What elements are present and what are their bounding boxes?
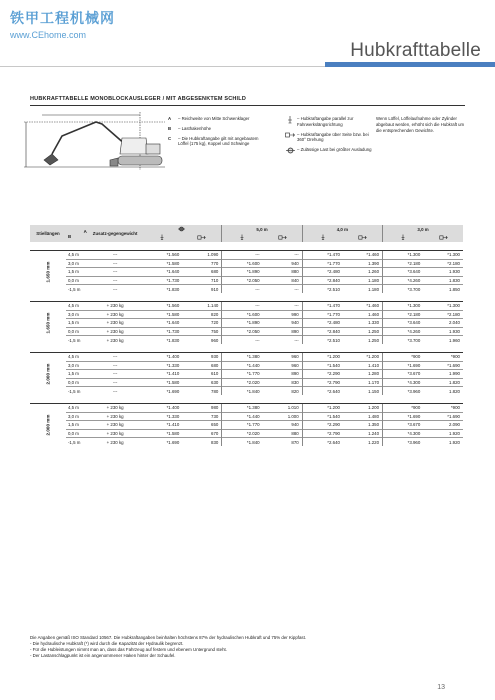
- header-b: B: [67, 233, 72, 239]
- capacity-cell: 610: [182, 370, 222, 379]
- legend-key-c: C: [168, 135, 172, 141]
- capacity-cell: 1.820: [423, 387, 463, 396]
- counterweight-cell: + 230 kg: [89, 421, 142, 430]
- height-cell: 0,0 m: [66, 327, 89, 336]
- counterweight-cell: + 230 kg: [89, 310, 142, 319]
- capacity-cell: *2.180: [383, 259, 424, 268]
- counterweight-cell: ---: [89, 387, 142, 396]
- capacity-cell: ---: [222, 336, 263, 345]
- legend-text-b: – Lasthakenhöhe: [178, 125, 211, 131]
- capacity-cell: *3.670: [383, 421, 424, 430]
- capacity-cell: *1.380: [222, 353, 263, 362]
- capacity-cell: *2.790: [302, 429, 343, 438]
- capacity-cell: *2.510: [302, 285, 343, 294]
- legend-text-a: – Reichweite von Mitte Schwenklager: [178, 116, 250, 121]
- capacity-cell: *1.330: [142, 412, 183, 421]
- legend-item-parallel: [283, 116, 373, 128]
- capacity-cell: *900: [383, 404, 424, 413]
- capacity-cell: 1.240: [343, 429, 383, 438]
- capacity-cell: *1.770: [302, 310, 343, 319]
- lift-capacity-table: [30, 225, 463, 446]
- counterweight-cell: ---: [89, 276, 142, 285]
- capacity-cell: 1.260: [343, 268, 383, 277]
- capacity-cell: 890: [263, 327, 303, 336]
- hook-side-icon: [283, 132, 297, 144]
- table-row: [30, 387, 463, 396]
- table-row: [30, 421, 463, 430]
- height-cell: 4,5 m: [66, 251, 89, 260]
- height-cell: -1,5 m: [66, 336, 89, 345]
- table-row: [30, 302, 463, 311]
- capacity-cell: 1.990: [423, 370, 463, 379]
- capacity-cell: 720: [182, 319, 222, 328]
- capacity-cell: 1.170: [343, 378, 383, 387]
- capacity-cell: ---: [222, 285, 263, 294]
- counterweight-cell: + 230 kg: [89, 412, 142, 421]
- capacity-cell: *2.640: [302, 387, 343, 396]
- capacity-cell: *4.260: [383, 276, 424, 285]
- capacity-cell: *1.890: [222, 268, 263, 277]
- capacity-cell: 1.920: [423, 429, 463, 438]
- hook-parallel-icon: [400, 234, 406, 241]
- hook-parallel-icon: [239, 234, 245, 241]
- table-row: [30, 353, 463, 362]
- footnote-line: Die Angaben gemäß ISO Standard 10567. Die Hubkraftangaben beinhalten höchstens 87% der hydraulischen Hubkraft und 75% der Kippfast.: [30, 635, 307, 640]
- capacity-cell: ---: [263, 285, 303, 294]
- counterweight-cell: ---: [89, 251, 142, 260]
- header-a-b: [66, 225, 89, 242]
- table-row: [30, 268, 463, 277]
- capacity-cell: 1.960: [423, 336, 463, 345]
- capacity-cell: *1.690: [423, 412, 463, 421]
- capacity-cell: ---: [263, 251, 303, 260]
- capacity-cell: 830: [263, 378, 303, 387]
- table-row: [30, 259, 463, 268]
- capacity-cell: *1.540: [302, 361, 343, 370]
- capacity-cell: 1.250: [343, 336, 383, 345]
- capacity-cell: *1.470: [302, 251, 343, 260]
- capacity-cell: 930: [182, 353, 222, 362]
- stiellaenge-label: 2.000 mm: [30, 353, 66, 396]
- capacity-cell: 1.180: [343, 276, 383, 285]
- capacity-cell: *1.560: [142, 251, 183, 260]
- capacity-cell: *2.840: [302, 327, 343, 336]
- capacity-cell: 2.090: [423, 421, 463, 430]
- capacity-cell: ---: [263, 302, 303, 311]
- capacity-cell: *1.600: [222, 310, 263, 319]
- capacity-cell: *2.480: [302, 268, 343, 277]
- header-side-icon-cell: [343, 234, 383, 243]
- capacity-cell: 880: [263, 268, 303, 277]
- page-title: Hubkrafttabelle: [350, 40, 481, 61]
- stiellaenge-label: 1.650 mm: [30, 302, 66, 345]
- footnote-line: - Für die Hubleistungen nimmt man an, dass das Fahrzeug auf festem und ebenem Untergrund steht.: [30, 647, 227, 652]
- capacity-cell: 910: [182, 285, 222, 294]
- legend-item-side: [283, 132, 373, 144]
- capacity-cell: 870: [263, 438, 303, 447]
- capacity-cell: *1.890: [222, 319, 263, 328]
- counterweight-cell: + 230 kg: [89, 327, 142, 336]
- height-cell: 4,5 m: [66, 302, 89, 311]
- capacity-cell: *1.400: [142, 353, 183, 362]
- header-reach-4m: 4,0 m: [302, 225, 382, 234]
- capacity-cell: 680: [182, 361, 222, 370]
- height-cell: 3,0 m: [66, 259, 89, 268]
- capacity-cell: *1.690: [383, 361, 424, 370]
- table-row: [30, 438, 463, 447]
- legend-icons: [283, 116, 373, 160]
- capacity-cell: 960: [263, 361, 303, 370]
- height-cell: -1,5 m: [66, 285, 89, 294]
- capacity-cell: 730: [182, 412, 222, 421]
- capacity-cell: *1.410: [142, 421, 183, 430]
- capacity-cell: *3.700: [383, 285, 424, 294]
- capacity-cell: *1.440: [222, 361, 263, 370]
- group-spacer: [30, 242, 463, 251]
- capacity-cell: *1.580: [142, 259, 183, 268]
- table-row: [30, 361, 463, 370]
- max-reach-icon: [178, 226, 185, 232]
- hook-side-icon: [197, 235, 206, 240]
- counterweight-cell: + 230 kg: [89, 336, 142, 345]
- capacity-cell: 1.090: [182, 251, 222, 260]
- capacity-cell: 1.000: [263, 412, 303, 421]
- capacity-cell: *1.840: [222, 438, 263, 447]
- capacity-cell: 670: [182, 429, 222, 438]
- capacity-cell: *2.290: [302, 370, 343, 379]
- header-stiellaengen: Stiellängen: [30, 225, 66, 242]
- capacity-cell: 1.250: [343, 327, 383, 336]
- capacity-cell: *1.460: [343, 302, 383, 311]
- counterweight-cell: ---: [89, 361, 142, 370]
- capacity-cell: *1.440: [222, 412, 263, 421]
- header-parallel-icon-cell: [142, 234, 183, 243]
- capacity-cell: *2.790: [302, 378, 343, 387]
- capacity-cell: ---: [222, 302, 263, 311]
- height-cell: 1,5 m: [66, 319, 89, 328]
- capacity-cell: *4.260: [383, 327, 424, 336]
- header-side-icon-cell: [182, 234, 222, 243]
- capacity-cell: *1.470: [302, 302, 343, 311]
- hook-side-icon: [439, 235, 448, 240]
- capacity-cell: *3.640: [383, 268, 424, 277]
- capacity-cell: *1.770: [302, 259, 343, 268]
- capacity-cell: 960: [182, 336, 222, 345]
- legend-item-max-reach: [283, 147, 373, 156]
- stiellaenge-label: 2.000 mm: [30, 404, 66, 447]
- capacity-cell: *2.840: [302, 276, 343, 285]
- height-cell: 0,0 m: [66, 378, 89, 387]
- height-cell: 0,0 m: [66, 276, 89, 285]
- table-row: [30, 429, 463, 438]
- capacity-cell: *2.050: [222, 276, 263, 285]
- capacity-cell: *2.050: [222, 327, 263, 336]
- legend-text-parallel: – Hubkraftangabe parallel zur Fahrwerkslängsrichtung: [297, 116, 354, 127]
- table-row: [30, 251, 463, 260]
- counterweight-cell: + 230 kg: [89, 302, 142, 311]
- legend-text-side: – Hubkraftangabe über Seite bzw. bei 360° Drehung: [297, 131, 369, 143]
- footnote-line: - Die hydraulische Hubkraft (*) wird durch die Kapazität der Hydraulik begrenzt.: [30, 641, 184, 646]
- hook-side-icon: [278, 235, 287, 240]
- capacity-cell: *1.730: [142, 327, 183, 336]
- height-cell: -1,5 m: [66, 387, 89, 396]
- height-cell: 1,5 m: [66, 370, 89, 379]
- capacity-cell: 1.200: [343, 404, 383, 413]
- capacity-cell: *1.830: [142, 285, 183, 294]
- header-max-reach: [142, 225, 222, 234]
- capacity-cell: *1.300: [423, 251, 463, 260]
- capacity-cell: *1.640: [142, 268, 183, 277]
- footnote-line: - Der Lastanschlagpunkt ist ein angenommener Haken hinter der Schaufel.: [30, 653, 176, 658]
- capacity-cell: 1.220: [343, 438, 383, 447]
- capacity-cell: *2.180: [423, 259, 463, 268]
- legend-note: Wenn Löffel, Löffelaufnahme oder Zylinder abgebaut werden, erhöht sich die Hubkraft um die entsprechenden Gewichte.: [376, 116, 465, 133]
- capacity-cell: *1.200: [302, 404, 343, 413]
- footnotes: [30, 635, 470, 659]
- table-body: [30, 242, 463, 446]
- capacity-cell: 630: [182, 378, 222, 387]
- capacity-cell: 770: [182, 259, 222, 268]
- capacity-cell: 1.280: [343, 370, 383, 379]
- section-rule: [30, 105, 465, 106]
- counterweight: [146, 144, 160, 154]
- counterweight-cell: ---: [89, 285, 142, 294]
- table-row: [30, 378, 463, 387]
- counterweight-cell: + 230 kg: [89, 404, 142, 413]
- table-row: [30, 310, 463, 319]
- table-row: [30, 412, 463, 421]
- capacity-cell: 840: [263, 276, 303, 285]
- counterweight-cell: ---: [89, 370, 142, 379]
- height-cell: 0,0 m: [66, 429, 89, 438]
- dozer-blade: [110, 158, 118, 166]
- capacity-cell: *1.770: [222, 370, 263, 379]
- counterweight-cell: ---: [89, 378, 142, 387]
- table-row: [30, 319, 463, 328]
- capacity-cell: 650: [182, 421, 222, 430]
- table-header-row-1: [30, 225, 463, 234]
- legend-text-c: – Die Hubkraftangabe gilt mit angebautem Löffel (175 kg), Koppel und Schwinge: [178, 135, 259, 147]
- legend-key-a: A: [168, 116, 172, 121]
- capacity-cell: *1.580: [142, 310, 183, 319]
- group-spacer: [30, 344, 463, 353]
- capacity-cell: *1.600: [222, 259, 263, 268]
- header-zusatzgegengewicht: Zusatz-gegengewicht: [89, 225, 142, 242]
- height-cell: 3,0 m: [66, 361, 89, 370]
- legend-key-b: B: [168, 125, 172, 131]
- capacity-cell: 1.150: [343, 387, 383, 396]
- height-cell: 3,0 m: [66, 310, 89, 319]
- capacity-cell: 2.040: [423, 319, 463, 328]
- capacity-cell: *1.200: [343, 353, 383, 362]
- header-side-icon-cell: [263, 234, 303, 243]
- group-spacer: [30, 395, 463, 404]
- height-cell: 1,5 m: [66, 421, 89, 430]
- capacity-cell: *1.200: [302, 353, 343, 362]
- capacity-cell: 830: [182, 438, 222, 447]
- counterweight-cell: + 230 kg: [89, 429, 142, 438]
- capacity-cell: *1.830: [142, 336, 183, 345]
- capacity-cell: 1.010: [263, 404, 303, 413]
- capacity-cell: *1.690: [383, 412, 424, 421]
- capacity-cell: *2.180: [423, 310, 463, 319]
- capacity-cell: 890: [263, 370, 303, 379]
- capacity-cell: *1.560: [142, 302, 183, 311]
- table-row: [30, 276, 463, 285]
- hook-parallel-icon: [283, 116, 297, 128]
- counterweight-cell: + 230 kg: [89, 319, 142, 328]
- excavator-diagram: [22, 110, 167, 180]
- capacity-cell: 750: [182, 327, 222, 336]
- header-parallel-icon-cell: [302, 234, 343, 243]
- capacity-cell: 820: [182, 310, 222, 319]
- capacity-cell: *2.510: [302, 336, 343, 345]
- table-row: [30, 404, 463, 413]
- capacity-cell: *3.670: [383, 370, 424, 379]
- capacity-cell: *3.640: [383, 319, 424, 328]
- header-parallel-icon-cell: [222, 234, 263, 243]
- capacity-cell: 710: [182, 276, 222, 285]
- header-side-icon-cell: [423, 234, 463, 243]
- capacity-cell: *1.330: [142, 361, 183, 370]
- capacity-cell: 960: [263, 353, 303, 362]
- legend-item-b: [168, 126, 263, 132]
- group-spacer: [30, 293, 463, 302]
- table-row: [30, 285, 463, 294]
- watermark: [10, 8, 115, 40]
- capacity-cell: ---: [222, 251, 263, 260]
- capacity-cell: *900: [423, 353, 463, 362]
- hook-side-icon: [358, 235, 367, 240]
- capacity-cell: 940: [263, 259, 303, 268]
- max-reach-icon: [283, 147, 297, 156]
- capacity-cell: 1.350: [343, 421, 383, 430]
- capacity-cell: *1.460: [343, 251, 383, 260]
- watermark-site-url: www.CEhome.com: [10, 30, 87, 40]
- capacity-cell: *1.770: [222, 421, 263, 430]
- capacity-cell: 1.480: [343, 412, 383, 421]
- capacity-cell: *900: [423, 404, 463, 413]
- capacity-cell: *1.730: [142, 276, 183, 285]
- counterweight-cell: + 230 kg: [89, 438, 142, 447]
- cab: [120, 138, 148, 154]
- capacity-cell: *1.580: [142, 378, 183, 387]
- capacity-cell: *1.300: [383, 251, 424, 260]
- capacity-cell: 1.830: [423, 276, 463, 285]
- height-cell: -1,5 m: [66, 438, 89, 447]
- legend-text-max-reach: – Zulässige Last bei größter Ausladung: [297, 147, 372, 153]
- capacity-cell: *2.180: [383, 310, 424, 319]
- capacity-cell: 1.140: [182, 302, 222, 311]
- capacity-cell: 990: [263, 310, 303, 319]
- capacity-cell: *1.540: [302, 412, 343, 421]
- capacity-cell: *1.580: [142, 429, 183, 438]
- bucket: [44, 154, 58, 165]
- capacity-cell: 1.930: [423, 327, 463, 336]
- counterweight-cell: ---: [89, 259, 142, 268]
- capacity-cell: *1.690: [142, 438, 183, 447]
- capacity-cell: 1.390: [343, 259, 383, 268]
- page-number: 13: [437, 684, 445, 691]
- table-row: [30, 327, 463, 336]
- capacity-cell: ---: [263, 336, 303, 345]
- capacity-cell: 780: [182, 387, 222, 396]
- header-reach-3m: 3,0 m: [383, 225, 463, 234]
- counterweight-cell: ---: [89, 268, 142, 277]
- header-a: A: [83, 228, 87, 234]
- height-cell: 1,5 m: [66, 268, 89, 277]
- capacity-cell: 680: [182, 268, 222, 277]
- capacity-cell: 880: [263, 429, 303, 438]
- height-cell: 4,5 m: [66, 404, 89, 413]
- capacity-cell: *2.020: [222, 378, 263, 387]
- capacity-cell: *3.700: [383, 336, 424, 345]
- capacity-cell: *4.300: [383, 429, 424, 438]
- section-title: HUBKRAFTTABELLE MONOBLOCKAUSLEGER / MIT ABGESENKTEM SCHILD: [30, 96, 247, 102]
- table-row: [30, 336, 463, 345]
- capacity-cell: *1.690: [142, 387, 183, 396]
- capacity-cell: 980: [182, 404, 222, 413]
- stiellaenge-label: 1.650 mm: [30, 251, 66, 294]
- capacity-cell: 1.850: [423, 285, 463, 294]
- capacity-cell: 1.330: [343, 319, 383, 328]
- excavator-drawing: [24, 112, 165, 170]
- capacity-cell: 1.820: [423, 378, 463, 387]
- track: [118, 156, 162, 165]
- header-parallel-icon-cell: [383, 234, 424, 243]
- capacity-cell: *1.380: [222, 404, 263, 413]
- capacity-cell: *1.690: [423, 361, 463, 370]
- capacity-cell: *3.960: [383, 387, 424, 396]
- counterweight-cell: ---: [89, 353, 142, 362]
- capacity-cell: *1.400: [142, 404, 183, 413]
- capacity-cell: *1.300: [423, 302, 463, 311]
- capacity-cell: 1.460: [343, 310, 383, 319]
- height-cell: 3,0 m: [66, 412, 89, 421]
- height-cell: 4,5 m: [66, 353, 89, 362]
- hook-parallel-icon: [159, 234, 165, 241]
- capacity-cell: *1.640: [142, 319, 183, 328]
- capacity-cell: *2.020: [222, 429, 263, 438]
- capacity-cell: *2.480: [302, 319, 343, 328]
- watermark-site-name: 铁甲工程机械网: [10, 11, 115, 27]
- capacity-cell: *4.300: [383, 378, 424, 387]
- capacity-cell: 1.180: [343, 285, 383, 294]
- capacity-cell: *1.300: [383, 302, 424, 311]
- capacity-cell: 1.930: [423, 268, 463, 277]
- capacity-cell: *2.290: [302, 421, 343, 430]
- capacity-cell: *3.960: [383, 438, 424, 447]
- capacity-cell: *900: [383, 353, 424, 362]
- capacity-cell: *1.840: [222, 387, 263, 396]
- capacity-cell: 1.920: [423, 438, 463, 447]
- legend-item-c: [168, 136, 263, 148]
- legend-item-a: [168, 116, 263, 122]
- capacity-cell: *1.410: [142, 370, 183, 379]
- capacity-cell: *2.640: [302, 438, 343, 447]
- capacity-cell: 1.410: [343, 361, 383, 370]
- capacity-cell: 940: [263, 421, 303, 430]
- capacity-cell: 820: [263, 387, 303, 396]
- header-reach-5m: 5,0 m: [222, 225, 302, 234]
- legend-abc: [168, 116, 263, 151]
- title-accent-bar: [325, 62, 495, 67]
- table-row: [30, 370, 463, 379]
- capacity-cell: 940: [263, 319, 303, 328]
- hook-parallel-icon: [320, 234, 326, 241]
